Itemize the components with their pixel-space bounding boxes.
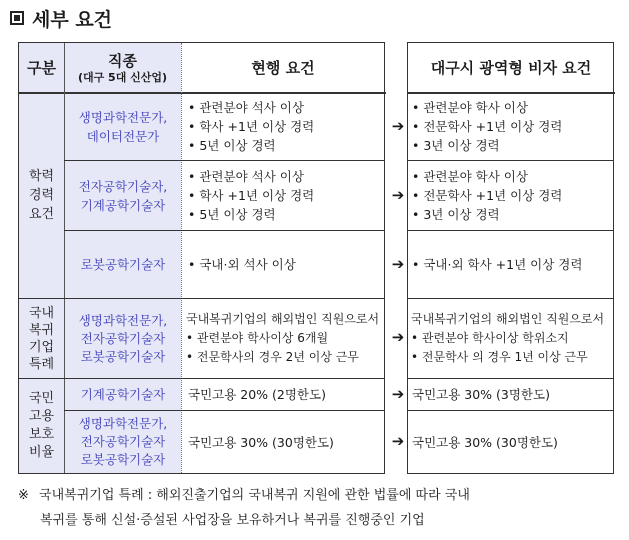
- visa-cell: [412, 379, 612, 410]
- current-cell: [186, 299, 384, 378]
- job-cell: 생명과학전문가, 전자공학기술자 로봇공학기술자: [78, 312, 168, 364]
- col-divider-2: [181, 43, 182, 473]
- requirement-text: 국민고용 30% (30명한도): [412, 434, 558, 450]
- arrow-icon: ➔: [391, 328, 405, 346]
- requirement-item: • 3년 이상 경력: [412, 136, 612, 155]
- requirement-lead: 국내복귀기업의 해외법인 직원으로서: [411, 312, 605, 326]
- visa-cell: [411, 299, 613, 378]
- requirement-item: • 국내·외 학사 +1년 이상 경력: [412, 255, 612, 274]
- section-title: [10, 5, 112, 31]
- arrow-icon: ➔: [391, 385, 405, 403]
- job-cell: 생명과학전문가, 데이터전문가: [78, 109, 168, 144]
- note-text: 국내복귀기업 특례 : 해외진출기업의 국내복귀 지원에 관한 법률에 따라 국내: [39, 488, 470, 503]
- header-job-title: 직종: [108, 51, 137, 70]
- current-cell: [188, 93, 383, 160]
- current-cell: [188, 231, 383, 298]
- group-employment: 국민 고용 보호 비율: [28, 391, 55, 460]
- current-cell: [188, 379, 383, 410]
- header-job: [64, 44, 181, 92]
- requirement-item: • 5년 이상 경력: [188, 205, 383, 224]
- current-cell: [188, 161, 383, 230]
- note-mark: ※: [18, 488, 29, 503]
- header-visa: 대구시 광역형 비자 요건: [430, 58, 592, 77]
- arrow-icon: ➔: [391, 117, 405, 135]
- requirement-item: • 전문학사 의 경우 1년 이상 근무: [411, 348, 613, 367]
- requirement-item: • 3년 이상 경력: [412, 205, 612, 224]
- requirement-lead: 국내복귀기업의 해외법인 직원으로서: [186, 312, 380, 326]
- arrow-icon: ➔: [391, 186, 405, 204]
- requirement-item: • 관련분야 석사 이상: [188, 98, 383, 117]
- square-bullet-icon: [10, 11, 24, 25]
- requirement-item: • 학사 +1년 이상 경력: [188, 186, 383, 205]
- requirement-item: • 학사 +1년 이상 경력: [188, 117, 383, 136]
- requirement-item: • 관련분야 학사이상 6개월: [186, 329, 384, 348]
- job-cell: 전자공학기술자, 기계공학기술자: [78, 178, 168, 213]
- group-education: 학력 경력 요건: [28, 169, 55, 222]
- job-cell: 생명과학전문가, 전자공학기술자 로봇공학기술자: [78, 416, 168, 467]
- requirement-text: 국민고용 20% (2명한도): [188, 387, 326, 402]
- requirement-item: • 관련분야 석사 이상: [188, 167, 383, 186]
- footnote-line-1: [18, 486, 470, 506]
- requirement-item: • 국내·외 석사 이상: [188, 255, 383, 274]
- requirement-item: • 전문학사 +1년 이상 경력: [412, 117, 612, 136]
- arrow-icon: ➔: [391, 255, 405, 273]
- visa-cell: [412, 93, 612, 160]
- visa-cell: [412, 231, 612, 298]
- requirement-text: 국민고용 30% (3명한도): [412, 387, 550, 402]
- visa-cell: [412, 411, 612, 473]
- requirement-item: • 전문학사 +1년 이상 경력: [412, 186, 612, 205]
- requirement-item: • 5년 이상 경력: [188, 136, 383, 155]
- header-current: 현행 요건: [251, 58, 315, 77]
- requirement-item: • 관련분야 학사 이상: [412, 98, 612, 117]
- requirement-item: • 관련분야 학사 이상: [412, 167, 612, 186]
- job-cell: 로봇공학기술자: [80, 257, 166, 272]
- section-title-text: 세부 요건: [32, 8, 113, 31]
- visa-cell: [412, 161, 612, 230]
- header-category: 구분: [27, 58, 56, 77]
- group-returning: 국내 복귀 기업 특례: [28, 305, 55, 372]
- requirement-item: • 관련분야 학사이상 학위소지: [411, 329, 613, 348]
- header-job-subtitle: (대구 5대 신산업): [77, 70, 168, 84]
- arrow-icon: ➔: [391, 432, 405, 450]
- requirement-item: • 전문학사의 경우 2년 이상 근무: [186, 348, 384, 367]
- job-cell: 기계공학기술자: [80, 387, 166, 402]
- footnote-line-2: 복귀를 통해 신설·증설된 사업장을 보유하거나 복귀를 진행중인 기업: [40, 513, 425, 528]
- requirement-text: 국민고용 30% (30명한도): [188, 434, 334, 450]
- current-cell: [188, 411, 383, 473]
